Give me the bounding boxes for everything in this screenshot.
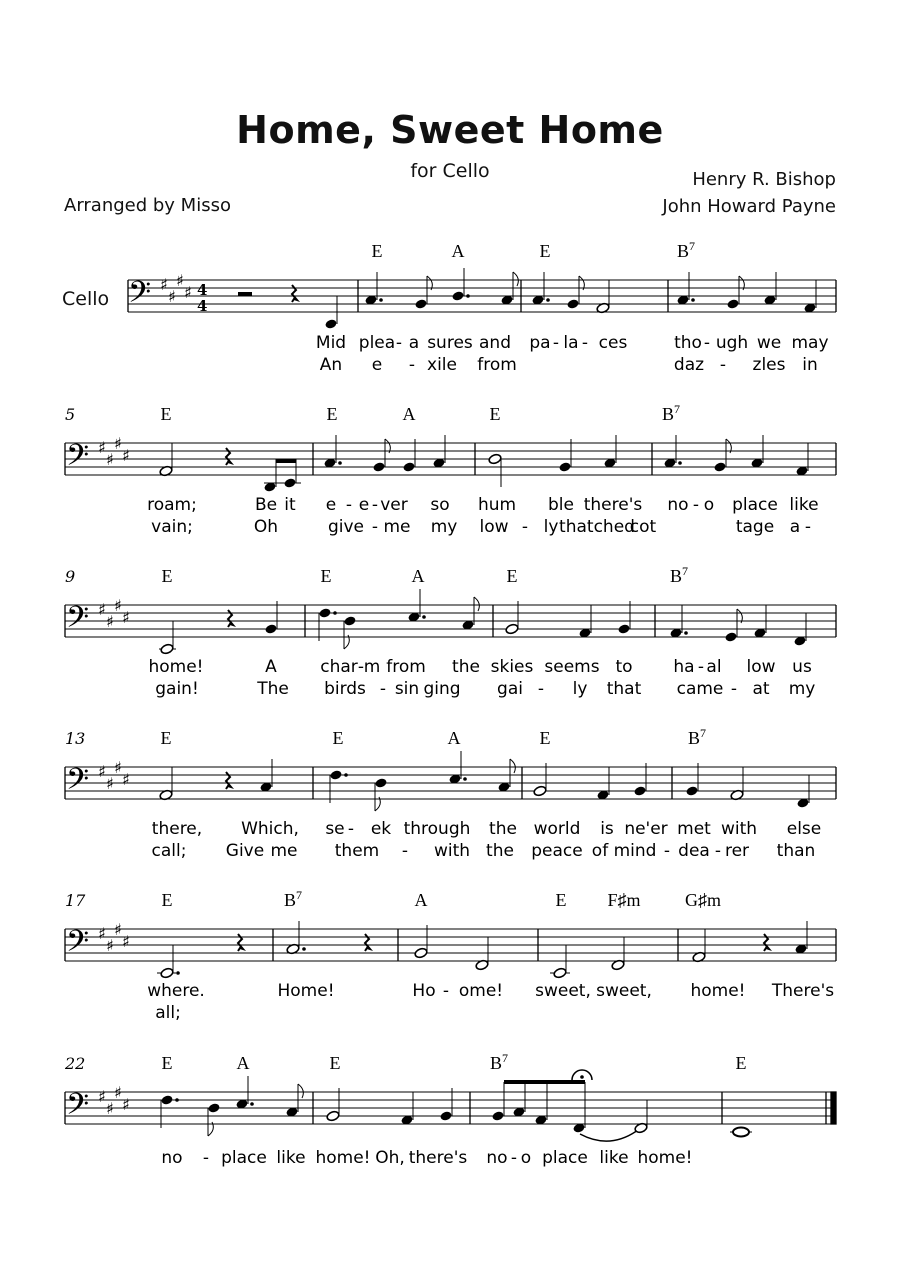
- svg-text:E: E: [161, 1053, 173, 1073]
- svg-text:no: no: [667, 495, 689, 515]
- svg-text:♯: ♯: [98, 600, 106, 619]
- svg-text:♯: ♯: [122, 1095, 130, 1114]
- svg-text:there's: there's: [408, 1148, 468, 1168]
- svg-text:it: it: [284, 495, 296, 515]
- svg-text:cot: cot: [629, 517, 657, 537]
- svg-text:There's: There's: [771, 981, 835, 1001]
- svg-text:me: me: [270, 841, 298, 861]
- bass-clef-icon: 𝄢: [66, 925, 90, 966]
- svg-text:-: -: [510, 1148, 518, 1168]
- svg-text:tage: tage: [735, 517, 775, 537]
- lyrics-verse-1: [161, 1148, 692, 1168]
- svg-text:a: a: [789, 517, 801, 537]
- svg-text:gai: gai: [497, 679, 523, 699]
- svg-text:with: with: [433, 841, 471, 861]
- svg-text:with: with: [720, 819, 758, 839]
- svg-text:ging: ging: [423, 679, 461, 699]
- system-1: [128, 239, 836, 375]
- svg-text:low: low: [479, 517, 509, 537]
- lyrics-verse-2: [155, 679, 815, 699]
- svg-text:a: a: [408, 333, 420, 353]
- svg-text:-: -: [703, 333, 711, 353]
- key-signature-sharps: [98, 758, 130, 793]
- svg-text:thatched: thatched: [559, 517, 635, 537]
- svg-text:place: place: [542, 1148, 588, 1168]
- svg-text:low: low: [746, 657, 776, 677]
- svg-text:Home!: Home!: [277, 981, 335, 1001]
- lyrics-verse-2: [320, 355, 818, 375]
- svg-text:G♯m: G♯m: [685, 890, 721, 910]
- score-subtitle: for Cello: [410, 160, 490, 182]
- svg-text:ble: ble: [548, 495, 574, 515]
- svg-text:my: my: [788, 679, 816, 699]
- svg-text:like: like: [599, 1148, 629, 1168]
- key-signature-sharps: [98, 920, 130, 955]
- svg-text:B7: $B^7$: [661, 402, 681, 424]
- svg-text:there,: there,: [151, 819, 203, 839]
- svg-text:o: o: [703, 495, 715, 515]
- svg-text:-: -: [371, 517, 379, 537]
- svg-text:home!: home!: [690, 981, 746, 1001]
- svg-text:E: E: [332, 728, 344, 748]
- svg-text:-: -: [537, 679, 545, 699]
- svg-text:E: E: [329, 1053, 341, 1073]
- system-5: [65, 888, 836, 1023]
- svg-text:♯: ♯: [168, 287, 176, 306]
- instrument-name: Cello: [62, 288, 110, 310]
- chord-symbol: E: [371, 241, 383, 261]
- svg-text:E: E: [506, 566, 518, 586]
- svg-text:birds: birds: [324, 679, 366, 699]
- chord-symbols: [161, 402, 681, 424]
- svg-text:-: -: [371, 495, 379, 515]
- notes: [159, 435, 809, 493]
- svg-text:Be: Be: [254, 495, 278, 515]
- svg-text:♯: ♯: [114, 758, 122, 777]
- svg-text:we: we: [756, 333, 782, 353]
- svg-text:give: give: [327, 517, 365, 537]
- svg-text:-: -: [379, 679, 387, 699]
- svg-text:else: else: [786, 819, 822, 839]
- measure-number: 22: [65, 1054, 86, 1073]
- system-6: [64, 1051, 836, 1168]
- svg-text:world: world: [533, 819, 581, 839]
- svg-text:♯: ♯: [122, 608, 130, 627]
- svg-text:home!: home!: [637, 1148, 693, 1168]
- svg-text:seems: seems: [544, 657, 600, 677]
- svg-text:Oh,: Oh,: [375, 1148, 405, 1168]
- notes: [159, 589, 807, 655]
- svg-text:ces: ces: [598, 333, 628, 353]
- svg-text:-: -: [552, 333, 560, 353]
- svg-text:through: through: [403, 819, 471, 839]
- svg-text:-: -: [697, 657, 705, 677]
- svg-text:4: 4: [197, 297, 208, 315]
- svg-text:Mid: Mid: [315, 333, 347, 353]
- svg-text:B7: $B^7$: [283, 888, 303, 910]
- svg-text:peace: peace: [531, 841, 583, 861]
- svg-text:dea: dea: [678, 841, 710, 861]
- svg-text:-: -: [663, 841, 671, 861]
- measure-number: 9: [65, 567, 76, 586]
- svg-text:place: place: [732, 495, 778, 515]
- svg-text:A: A: [402, 404, 416, 424]
- svg-text:from: from: [386, 657, 426, 677]
- svg-text:there's: there's: [583, 495, 643, 515]
- svg-text:to: to: [615, 657, 633, 677]
- svg-text:The: The: [257, 679, 289, 699]
- svg-text:of: of: [591, 841, 609, 861]
- svg-text:them: them: [334, 841, 380, 861]
- key-signature-sharps: [98, 596, 130, 631]
- composer-credit: Henry R. Bishop: [692, 169, 836, 190]
- svg-text:♯: ♯: [114, 434, 122, 453]
- svg-text:sweet,: sweet,: [535, 981, 591, 1001]
- chord-symbol: E: [539, 241, 551, 261]
- svg-text:-: -: [692, 495, 700, 515]
- svg-text:♯: ♯: [122, 932, 130, 951]
- svg-text:A: A: [414, 890, 428, 910]
- svg-text:-: -: [714, 841, 722, 861]
- svg-text:ly: ly: [543, 517, 559, 537]
- svg-text:♯: ♯: [106, 450, 114, 469]
- svg-text:4: 4: [197, 281, 208, 299]
- bass-clef-icon: 𝄢: [66, 763, 90, 804]
- svg-text:B7: $B^7$: [687, 726, 707, 748]
- svg-text:is: is: [600, 819, 614, 839]
- svg-text:may: may: [791, 333, 829, 353]
- notes: [324, 268, 816, 330]
- svg-text:o: o: [520, 1148, 532, 1168]
- svg-text:like: like: [789, 495, 819, 515]
- svg-text:♯: ♯: [114, 920, 122, 939]
- svg-text:-: -: [395, 333, 403, 353]
- svg-text:all;: all;: [155, 1003, 181, 1023]
- svg-text:where.: where.: [147, 981, 205, 1001]
- svg-text:F♯m: F♯m: [607, 890, 641, 910]
- svg-text:no: no: [161, 1148, 183, 1168]
- svg-text:-: -: [521, 517, 529, 537]
- svg-text:gain!: gain!: [155, 679, 199, 699]
- svg-text:tho: tho: [674, 333, 702, 353]
- svg-text:♯: ♯: [98, 762, 106, 781]
- svg-text:E: E: [735, 1053, 747, 1073]
- svg-text:plea: plea: [358, 333, 396, 353]
- svg-text:pa: pa: [529, 333, 551, 353]
- svg-text:like: like: [276, 1148, 306, 1168]
- slur: [580, 1130, 638, 1141]
- svg-text:-: -: [408, 355, 416, 375]
- lyrics-verse-2: [152, 841, 816, 861]
- svg-text:ly: ly: [572, 679, 588, 699]
- svg-text:♯: ♯: [106, 612, 114, 631]
- svg-text:ek: ek: [370, 819, 392, 839]
- svg-text:ver: ver: [380, 495, 408, 515]
- svg-text:in: in: [802, 355, 818, 375]
- svg-text:al: al: [706, 657, 722, 677]
- svg-text:ha: ha: [673, 657, 695, 677]
- svg-text:the: the: [489, 819, 517, 839]
- svg-text:than: than: [776, 841, 816, 861]
- staff-lines: [65, 1092, 836, 1124]
- svg-text:A: A: [411, 566, 425, 586]
- lyrics-verse-1: [148, 657, 811, 677]
- svg-text:-: -: [719, 355, 727, 375]
- svg-text:E: E: [161, 566, 173, 586]
- svg-text:roam;: roam;: [147, 495, 197, 515]
- measure-number: 17: [65, 891, 86, 910]
- lyrics-verse-2: [151, 517, 811, 537]
- svg-text:-: -: [357, 657, 365, 677]
- svg-text:from: from: [477, 355, 517, 375]
- system-3: [65, 564, 836, 699]
- svg-text:E: E: [489, 404, 501, 424]
- svg-text:E: E: [160, 404, 172, 424]
- svg-text:E: E: [160, 728, 172, 748]
- svg-text:Give: Give: [225, 841, 265, 861]
- svg-text:-: -: [202, 1148, 210, 1168]
- svg-text:♯: ♯: [122, 770, 130, 789]
- lyrics-verse-1: [152, 819, 821, 839]
- svg-text:-: -: [401, 841, 409, 861]
- svg-text:home!: home!: [148, 657, 204, 677]
- svg-text:hum: hum: [477, 495, 517, 515]
- notes: [157, 921, 808, 979]
- svg-text:sures: sures: [427, 333, 473, 353]
- system-2: [65, 402, 836, 537]
- svg-text:came: came: [676, 679, 724, 699]
- measure-number: 5: [65, 405, 76, 424]
- svg-text:no: no: [486, 1148, 508, 1168]
- svg-text:-: -: [804, 517, 812, 537]
- svg-text:ugh: ugh: [715, 333, 749, 353]
- svg-text:e: e: [358, 495, 370, 515]
- svg-text:♯: ♯: [98, 438, 106, 457]
- measure-number: 13: [65, 729, 86, 748]
- notes: [159, 751, 810, 811]
- svg-text:-: -: [347, 819, 355, 839]
- svg-text:Ho: Ho: [412, 981, 436, 1001]
- svg-text:ne'er: ne'er: [624, 819, 668, 839]
- staff-lines: [65, 767, 836, 799]
- svg-text:skies: skies: [490, 657, 534, 677]
- svg-text:e: e: [371, 355, 383, 375]
- svg-text:♯: ♯: [122, 446, 130, 465]
- svg-text:xile: xile: [427, 355, 457, 375]
- svg-text:se: se: [325, 819, 345, 839]
- svg-text:m: m: [363, 657, 381, 677]
- svg-text:A: A: [265, 657, 277, 677]
- svg-text:♯: ♯: [114, 596, 122, 615]
- svg-text:home!: home!: [315, 1148, 371, 1168]
- svg-text:met: met: [677, 819, 711, 839]
- svg-text:♯: ♯: [106, 1099, 114, 1118]
- chord-symbols: [161, 726, 707, 748]
- svg-text:E: E: [555, 890, 567, 910]
- lyrics-verse-1: [147, 495, 818, 515]
- svg-text:E: E: [326, 404, 338, 424]
- svg-text:Oh: Oh: [253, 517, 279, 537]
- svg-text:rer: rer: [724, 841, 750, 861]
- arranger-credit: Arranged by Misso: [64, 195, 231, 216]
- svg-text:ome!: ome!: [458, 981, 504, 1001]
- svg-text:-: -: [730, 679, 738, 699]
- system-4: [65, 726, 836, 861]
- svg-text:daz: daz: [673, 355, 705, 375]
- svg-text:♯: ♯: [160, 275, 168, 294]
- key-signature-sharps: [98, 434, 130, 469]
- svg-text:-: -: [442, 981, 450, 1001]
- staff-lines: [65, 929, 836, 961]
- svg-text:♯: ♯: [184, 283, 192, 302]
- time-signature: [197, 281, 207, 315]
- svg-text:zles: zles: [752, 355, 786, 375]
- key-signature-sharps: [98, 1083, 130, 1118]
- svg-text:♯: ♯: [114, 1083, 122, 1102]
- score-title: Home, Sweet Home: [236, 108, 664, 152]
- svg-text:♯: ♯: [98, 924, 106, 943]
- svg-text:A: A: [447, 728, 461, 748]
- chord-symbols: [372, 239, 696, 261]
- key-signature-sharps: [160, 271, 192, 306]
- svg-text:char: char: [320, 657, 358, 677]
- chord-symbols: [162, 564, 689, 586]
- lyricist-credit: John Howard Payne: [662, 196, 836, 217]
- svg-text:A: A: [236, 1053, 250, 1073]
- bass-clef-icon: 𝄢: [128, 276, 152, 317]
- svg-text:♯: ♯: [106, 936, 114, 955]
- chord-symbol: $B^7$: [676, 239, 696, 261]
- svg-text:E: E: [320, 566, 332, 586]
- svg-text:so: so: [430, 495, 450, 515]
- svg-text:my: my: [430, 517, 458, 537]
- svg-text:e: e: [325, 495, 337, 515]
- svg-text:sin: sin: [394, 679, 420, 699]
- svg-text:-: -: [581, 333, 589, 353]
- lyrics-verse-1: [316, 333, 829, 353]
- bass-clef-icon: 𝄢: [66, 601, 90, 642]
- chord-symbols: [162, 1051, 747, 1073]
- svg-text:♯: ♯: [176, 271, 184, 290]
- svg-text:place: place: [221, 1148, 267, 1168]
- svg-text:call;: call;: [151, 841, 187, 861]
- svg-text:E: E: [161, 890, 173, 910]
- svg-text:us: us: [792, 657, 812, 677]
- bass-clef-icon: 𝄢: [66, 439, 90, 480]
- svg-text:-: -: [345, 495, 353, 515]
- svg-text:me: me: [383, 517, 411, 537]
- svg-text:vain;: vain;: [151, 517, 193, 537]
- svg-text:♯: ♯: [106, 774, 114, 793]
- lyrics-verse-2: [155, 1003, 181, 1023]
- bass-clef-icon: 𝄢: [66, 1088, 90, 1129]
- svg-text:la: la: [563, 333, 579, 353]
- svg-text:sweet,: sweet,: [596, 981, 652, 1001]
- chord-symbols: [162, 888, 722, 910]
- notes: [160, 1070, 752, 1141]
- svg-text:Which,: Which,: [241, 819, 299, 839]
- svg-text:mind: mind: [613, 841, 657, 861]
- svg-text:the: the: [486, 841, 514, 861]
- svg-text:An: An: [319, 355, 343, 375]
- svg-text:B7: $B^7$: [489, 1051, 509, 1073]
- staff-lines: [65, 605, 836, 637]
- svg-text:the: the: [452, 657, 480, 677]
- svg-text:and: and: [479, 333, 511, 353]
- svg-text:E: E: [539, 728, 551, 748]
- lyrics-verse-1: [147, 981, 834, 1001]
- svg-text:B7: $B^7$: [669, 564, 689, 586]
- svg-text:that: that: [606, 679, 642, 699]
- svg-text:at: at: [752, 679, 770, 699]
- chord-symbol: A: [451, 241, 465, 261]
- svg-text:♯: ♯: [98, 1087, 106, 1106]
